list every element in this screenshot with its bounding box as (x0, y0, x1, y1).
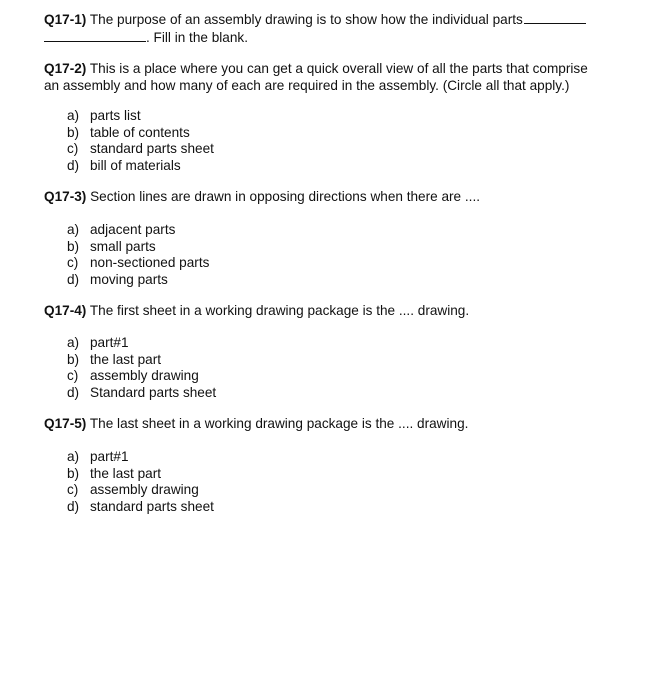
question-line (44, 61, 609, 78)
option-text: parts list (90, 108, 141, 123)
option-b[interactable] (67, 125, 214, 142)
option-letter: b) (67, 124, 80, 140)
question-text: This is a place where you can get a quick overall view of all the parts that comprise (89, 61, 588, 76)
option-letter: b) (67, 465, 80, 481)
answer-blank[interactable] (524, 11, 586, 24)
option-text: non-sectioned parts (90, 255, 210, 270)
question-line (44, 416, 609, 433)
question-line (44, 303, 609, 320)
answer-blank[interactable] (44, 29, 146, 42)
question-17-4 (44, 303, 609, 320)
option-c[interactable] (67, 482, 214, 499)
option-letter: d) (67, 271, 80, 287)
question-line (44, 189, 609, 206)
option-letter: a) (67, 222, 80, 237)
question-number: Q17-1) (44, 12, 87, 27)
option-letter: b) (67, 238, 80, 254)
option-text: assembly drawing (90, 368, 199, 383)
options-17-5 (67, 449, 214, 515)
option-text: moving parts (90, 271, 168, 287)
option-b[interactable] (67, 352, 216, 369)
option-d[interactable] (67, 158, 214, 175)
option-text: part#1 (90, 449, 129, 464)
question-line (44, 78, 609, 95)
option-text: assembly drawing (90, 482, 199, 497)
option-text: the last part (90, 465, 162, 481)
options-17-2 (67, 108, 214, 174)
option-c[interactable] (67, 368, 216, 385)
option-c[interactable] (67, 255, 209, 272)
option-text: small parts (90, 238, 156, 254)
question-17-3 (44, 189, 609, 206)
question-text: The last sheet in a working drawing package is the .... drawing. (89, 416, 469, 431)
option-letter: a) (67, 108, 80, 123)
option-text: bill of materials (90, 157, 181, 173)
option-letter: a) (67, 335, 80, 350)
question-number: Q17-2) (44, 61, 87, 76)
question-number: Q17-3) (44, 189, 87, 204)
option-text: Standard parts sheet (90, 384, 217, 400)
option-letter: c) (67, 255, 79, 270)
question-number: Q17-4) (44, 303, 87, 318)
question-line (44, 11, 609, 29)
option-c[interactable] (67, 141, 214, 158)
option-text: standard parts sheet (90, 498, 214, 514)
option-a[interactable] (67, 449, 214, 466)
option-letter: d) (67, 384, 80, 400)
option-letter: c) (67, 368, 79, 383)
options-17-4 (67, 335, 216, 401)
option-text: table of contents (90, 124, 190, 140)
option-b[interactable] (67, 466, 214, 483)
option-text: adjacent parts (90, 222, 176, 237)
question-text: The purpose of an assembly drawing is to show how the individual parts (89, 12, 523, 27)
question-text: Section lines are drawn in opposing directions when there are .... (90, 189, 481, 204)
option-letter: c) (67, 482, 79, 497)
option-text: part#1 (90, 335, 129, 350)
question-line (44, 29, 609, 47)
question-17-5 (44, 416, 609, 433)
option-letter: a) (67, 449, 80, 464)
question-number: Q17-5) (44, 416, 87, 431)
option-a[interactable] (67, 108, 214, 125)
option-a[interactable] (67, 335, 216, 352)
option-letter: b) (67, 351, 80, 367)
option-d[interactable] (67, 499, 214, 516)
question-text: The first sheet in a working drawing package is the .... drawing. (89, 303, 470, 318)
question-17-2 (44, 61, 609, 94)
option-a[interactable] (67, 222, 209, 239)
question-17-1 (44, 11, 609, 46)
option-d[interactable] (67, 385, 216, 402)
option-text: the last part (90, 351, 162, 367)
options-17-3 (67, 222, 209, 288)
option-letter: d) (67, 498, 80, 514)
option-text: standard parts sheet (90, 141, 214, 156)
question-text: . Fill in the blank. (146, 29, 248, 45)
option-b[interactable] (67, 239, 209, 256)
question-text: an assembly and how many of each are required in the assembly. (Circle all that apply.) (44, 77, 570, 93)
option-d[interactable] (67, 272, 209, 289)
option-letter: d) (67, 157, 80, 173)
option-letter: c) (67, 141, 79, 156)
